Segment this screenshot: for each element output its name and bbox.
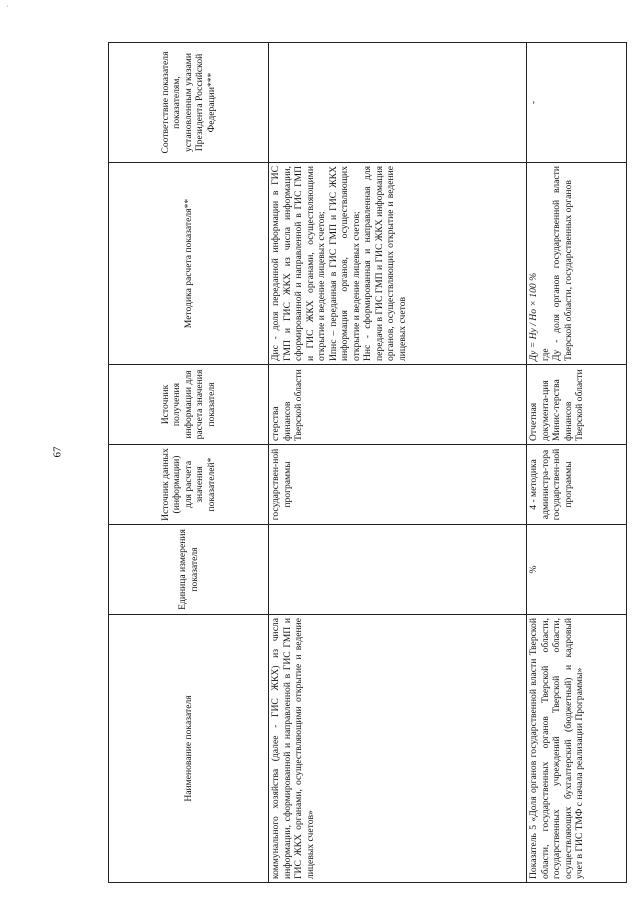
indicator-table xyxy=(108,42,627,883)
method-paragraph: Ннс - сформированная и направленная для передачи в ГИС ГМП и ГИС ЖКХ информация органов, осуществляющих открытие и ведение лицевых счетов xyxy=(362,166,408,361)
method-where: где xyxy=(539,348,551,361)
header-unit: Единица измерения показателя xyxy=(109,525,269,615)
unit-cell xyxy=(269,525,527,615)
method-paragraph: Ду - доля органов государственной власти Тверской области, государственных органов xyxy=(551,166,574,361)
header-indicator-name: Наименование показателя xyxy=(109,615,269,883)
data-source-cell: 4 - методика администра-тора государствен-ной программы xyxy=(527,445,627,525)
method-paragraph: Дис - доля переданной информации в ГИС ГМП и ГИС ЖКХ из числа информации, сформированной и направленной в ГИС ГМП и ГИС ЖКХ органами, осуществляющими открытие и ведение лицевых счетов; xyxy=(270,166,327,361)
header-data-source: Источник данных (информации) для расчета значения показателей* xyxy=(109,445,269,525)
indicator-name-cell: Показатель 5 «Доля органов государственной власти Тверской области, государственных органов Тверской области, государственных учреждений Тверской области, осуществляющих бухгалтерский (бюджетный) и кадровый учет в ГИС ТМФ с начала реализации Программы» xyxy=(527,615,627,883)
method-cell xyxy=(269,163,527,365)
method-cell xyxy=(527,163,627,365)
header-method: Методика расчета показателя** xyxy=(109,163,269,365)
info-source-cell: стерства финансов Тверской области xyxy=(269,365,527,445)
unit-cell: % xyxy=(527,525,627,615)
page-number: 67 xyxy=(51,446,64,458)
data-source-cell: государствен-ной программы xyxy=(269,445,527,525)
table-row xyxy=(527,43,627,883)
rotated-table-region xyxy=(108,43,628,883)
compliance-cell xyxy=(269,43,527,163)
compliance-cell: - xyxy=(527,43,627,163)
header-info-source: Источник получения информации для расчета значения показателя xyxy=(109,365,269,445)
table-header-row xyxy=(109,43,269,883)
method-paragraph: Ипнс – переданная в ГИС ГМП и ГИС ЖКХ информация органов, осуществляющих открытие и ведение лицевых счетов; xyxy=(327,166,362,361)
formula: Ду = Ну / Но × 100 % xyxy=(528,272,539,361)
header-compliance: Соответствие показателя показателям, установленным указами Президента Российской Федерации*** xyxy=(109,43,269,163)
info-source-cell: Отчетная документа-ция Минис-терства финансов Тверской области xyxy=(527,365,627,445)
table-row xyxy=(269,43,527,883)
corner-mark: · xyxy=(6,2,9,11)
indicator-name-cell: коммунального хозяйства (далее - ГИС ЖКХ) из числа информации, сформированной и направленной в ГИС ГМП и ГИС ЖКХ органами, осуществляющими открытие и ведение лицевых счетов» xyxy=(269,615,527,883)
